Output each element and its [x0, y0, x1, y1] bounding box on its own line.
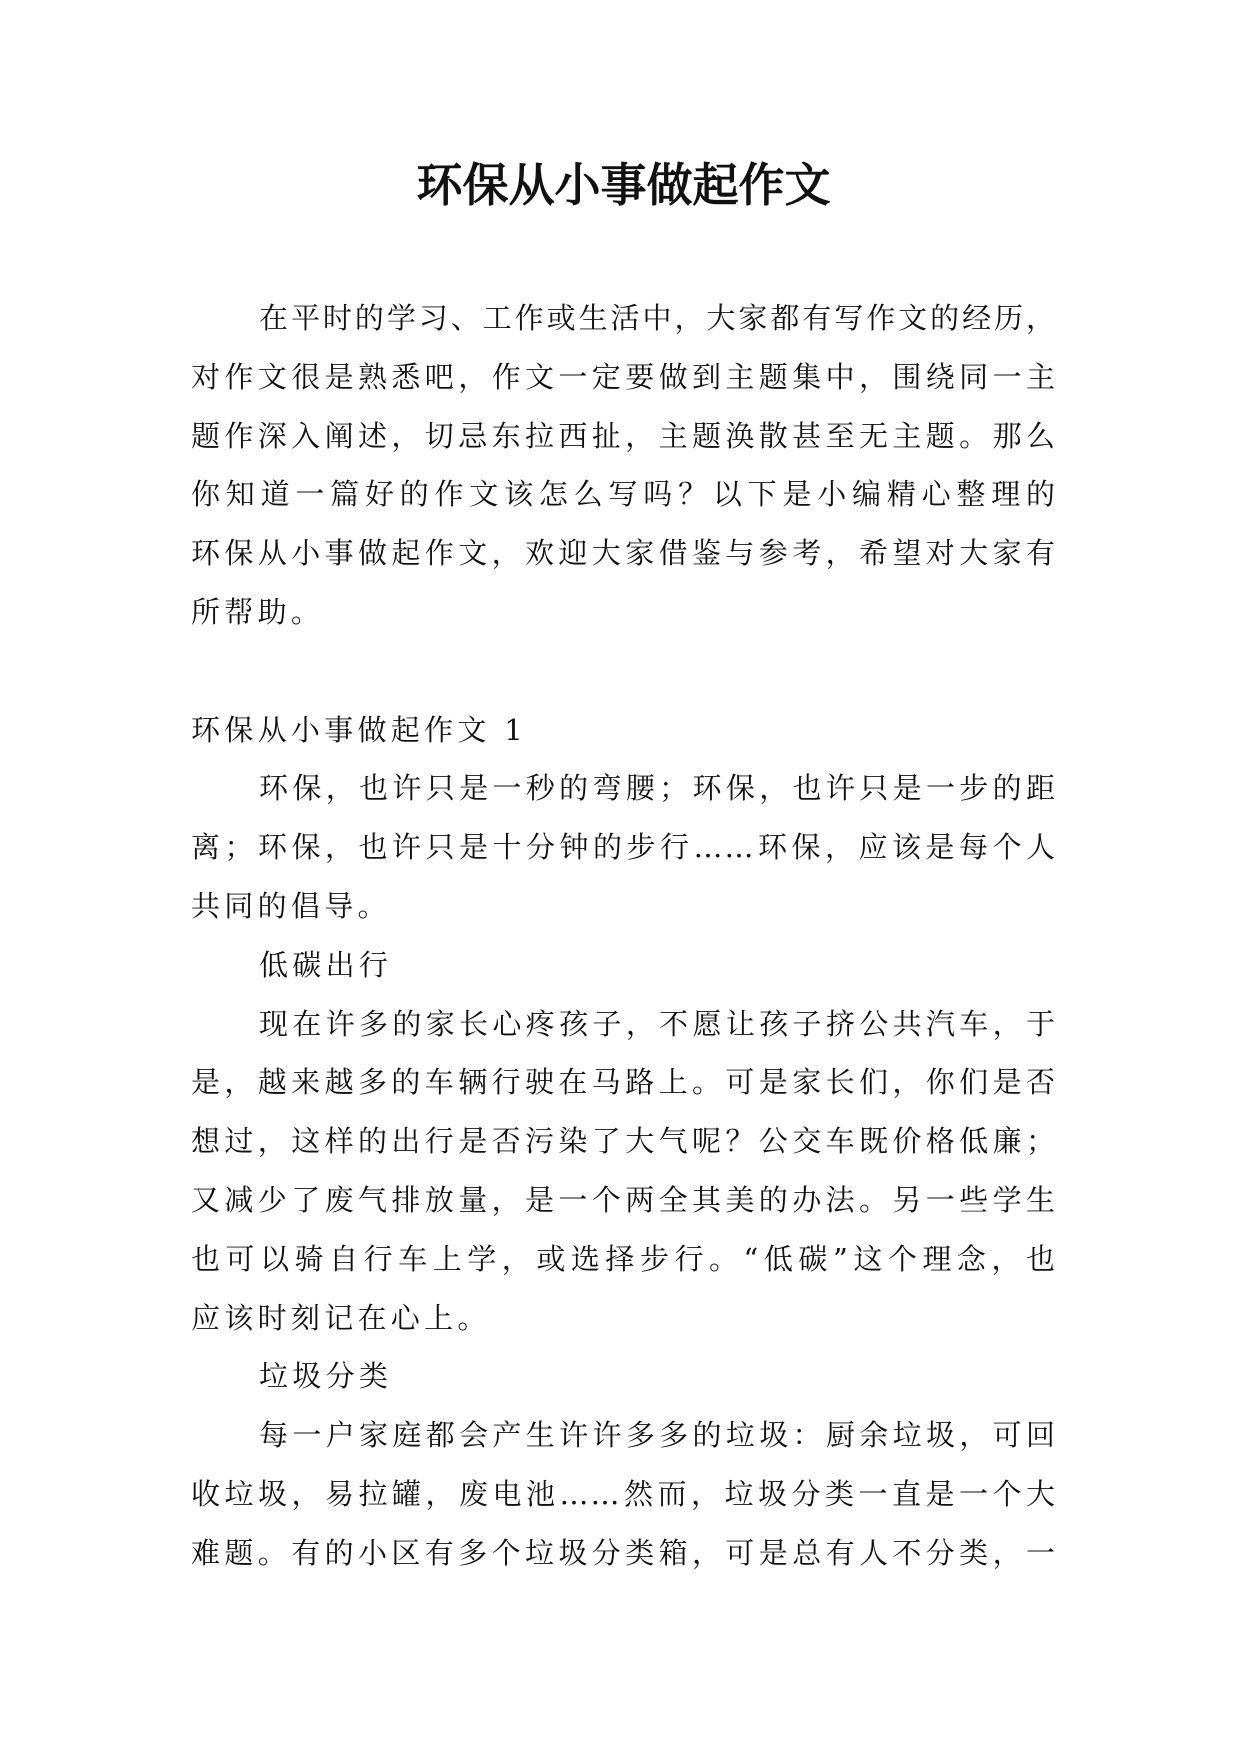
text-line: 对作文很是熟悉吧，作文一定要做到主题集中，围绕同一主	[191, 359, 1057, 394]
text-line: 是，越来越多的车辆行驶在马路上。可是家长们，你们是否	[191, 1065, 1057, 1100]
text-line: 所帮助。	[191, 594, 325, 629]
paragraph-spacer	[191, 642, 1057, 701]
text-line: 想过，这样的出行是否污染了大气呢？公交车既价格低廉；	[191, 1124, 1057, 1159]
text-line: 题作深入阐述，切忌东拉西扯，主题涣散甚至无主题。那么	[191, 418, 1057, 453]
text-line: 又减少了废气排放量，是一个两全其美的办法。另一些学生	[191, 1182, 1057, 1217]
text-line: 共同的倡导。	[191, 888, 391, 923]
subheading-garbage-sorting: 垃圾分类	[259, 1359, 393, 1394]
text-line: 也可以骑自行车上学，或选择步行。“低碳”这个理念，也	[191, 1241, 1057, 1276]
document-title: 环保从小事做起作文	[416, 158, 831, 212]
text-line: 环保，也许只是一秒的弯腰；环保，也许只是一步的距	[259, 771, 1057, 806]
text-line: 难题。有的小区有多个垃圾分类箱，可是总有人不分类，一	[191, 1535, 1057, 1570]
document-body	[191, 289, 1057, 1583]
text-line: 你知道一篇好的作文该怎么写吗？以下是小编精心整理的	[191, 477, 1057, 512]
text-line: 收垃圾，易拉罐，废电池……然而，垃圾分类一直是一个大	[191, 1476, 1057, 1511]
low-carbon-paragraph	[191, 995, 1057, 1348]
essay-intro-paragraph	[191, 759, 1057, 935]
text-line: 应该时刻记在心上。	[191, 1300, 491, 1335]
text-line: 每一户家庭都会产生许许多多的垃圾：厨余垃圾，可回	[259, 1418, 1057, 1453]
text-line: 离；环保，也许只是十分钟的步行……环保，应该是每个人	[191, 830, 1057, 865]
text-line: 环保从小事做起作文，欢迎大家借鉴与参考，希望对大家有	[191, 536, 1057, 571]
text-line: 在平时的学习、工作或生活中，大家都有写作文的经历，	[259, 301, 1057, 335]
essay-heading: 环保从小事做起作文 1	[191, 712, 527, 747]
garbage-sorting-paragraph	[191, 1406, 1057, 1582]
intro-paragraph	[191, 289, 1057, 642]
text-line: 现在许多的家长心疼孩子，不愿让孩子挤公共汽车，于	[259, 1006, 1057, 1041]
subheading-low-carbon: 低碳出行	[259, 947, 393, 982]
